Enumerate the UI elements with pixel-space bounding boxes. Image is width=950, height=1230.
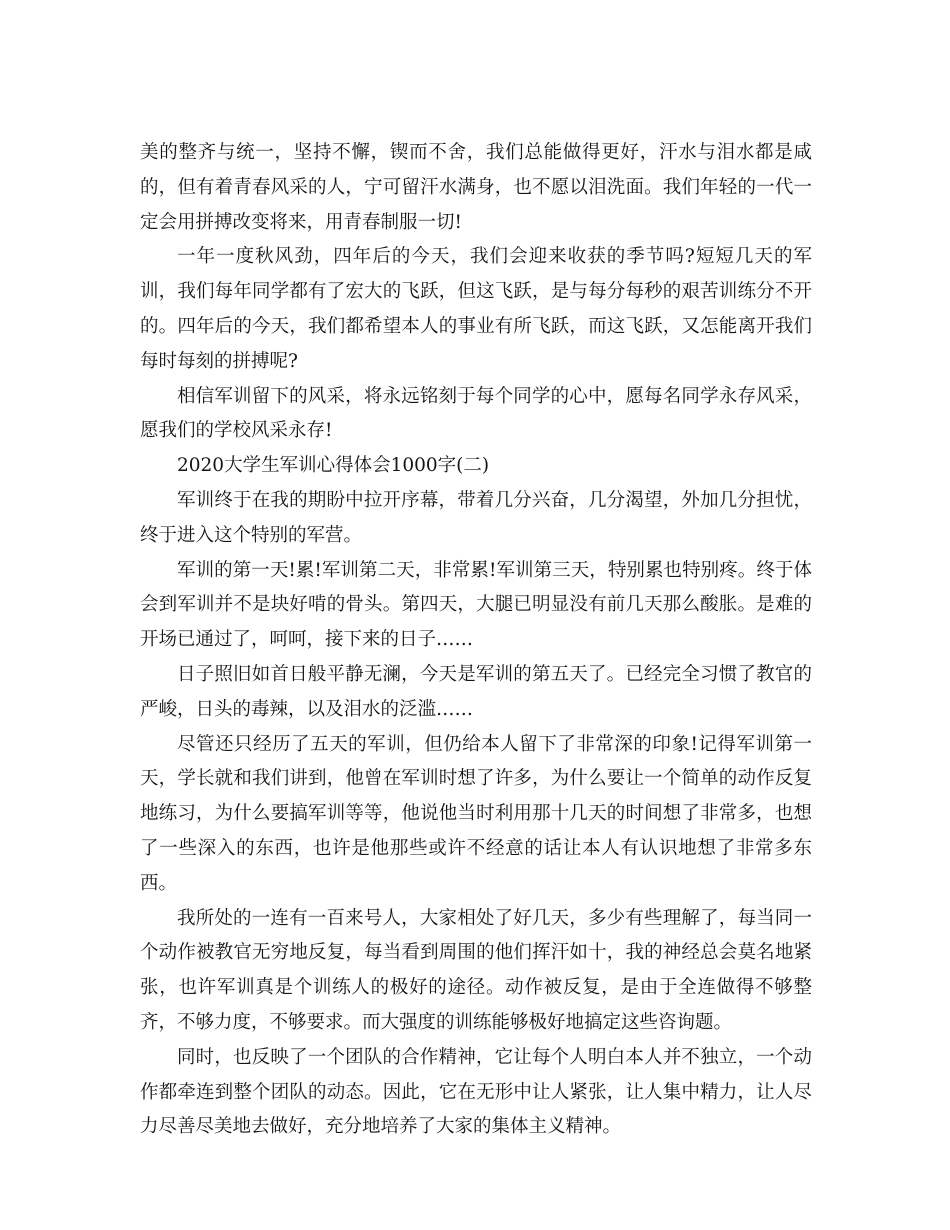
paragraph: 相信军训留下的风采，将永远铭刻于每个同学的心中，愿每名同学永存风采，愿我们的学校风采永存! <box>140 385 812 442</box>
paragraph-continuation: 美的整齐与统一，坚持不懈，锲而不舍，我们总能做得更好，汗水与泪水都是咸的，但有着青春风采的人，宁可留汗水满身，也不愿以泪洗面。我们年轻的一代一定会用拼搏改变将来，用青春制服一切! <box>140 142 812 233</box>
paragraph: 军训的第一天!累!军训第二天，非常累!军训第三天，特别累也特别疼。终于体会到军训并不是块好啃的骨头。第四天，大腿已明显没有前几天那么酸胀。是难的开场已通过了，呵呵，接下来的日子…… <box>140 559 812 651</box>
section-heading: 2020大学生军训心得体会1000字(二) <box>177 455 490 477</box>
paragraph: 同时，也反映了一个团队的合作精神，它让每个人明白本人并不独立，一个动作都牵连到整个团队的动态。因此，它在无形中让人紧张，让人集中精力，让人尽力尽善尽美地去做好，充分地培养了大家的集体主义精神。 <box>140 1046 812 1138</box>
paragraph: 一年一度秋风劲，四年后的今天，我们会迎来收获的季节吗?短短几天的军训，我们每年同学都有了宏大的飞跃，但这飞跃，是与每分每秒的艰苦训练分不开的。四年后的今天，我们都希望本人的事业有所飞跃，而这飞跃，又怎能离开我们每时每刻的拼搏呢? <box>140 246 812 372</box>
paragraph: 日子照旧如首日般平静无澜，今天是军训的第五天了。已经完全习惯了教官的严峻，日头的毒辣，以及泪水的泛滥…… <box>140 663 812 720</box>
document-page <box>140 136 812 1145</box>
paragraph: 军训终于在我的期盼中拉开序幕，带着几分兴奋，几分渴望，外加几分担忧，终于进入这个特别的军营。 <box>140 489 812 546</box>
paragraph: 我所处的一连有一百来号人，大家相处了好几天，多少有些理解了，每当同一个动作被教官无穷地反复，每当看到周围的他们挥汗如十，我的神经总会莫名地紧张，也许军训真是个训练人的极好的途径。动作被反复，是由于全连做得不够整齐，不够力度，不够要求。而大强度的训练能够极好地搞定这些咨询题。 <box>140 907 812 1033</box>
paragraph: 尽管还只经历了五天的军训，但仍给本人留下了非常深的印象!记得军训第一天，学长就和我们讲到，他曾在军训时想了许多，为什么要让一个简单的动作反复地练习，为什么要搞军训等等，他说他当时利用那十几天的时间想了非常多，也想了一些深入的东西，也许是他那些或许不经意的话让本人有认识地想了非常多东西。 <box>140 733 812 894</box>
